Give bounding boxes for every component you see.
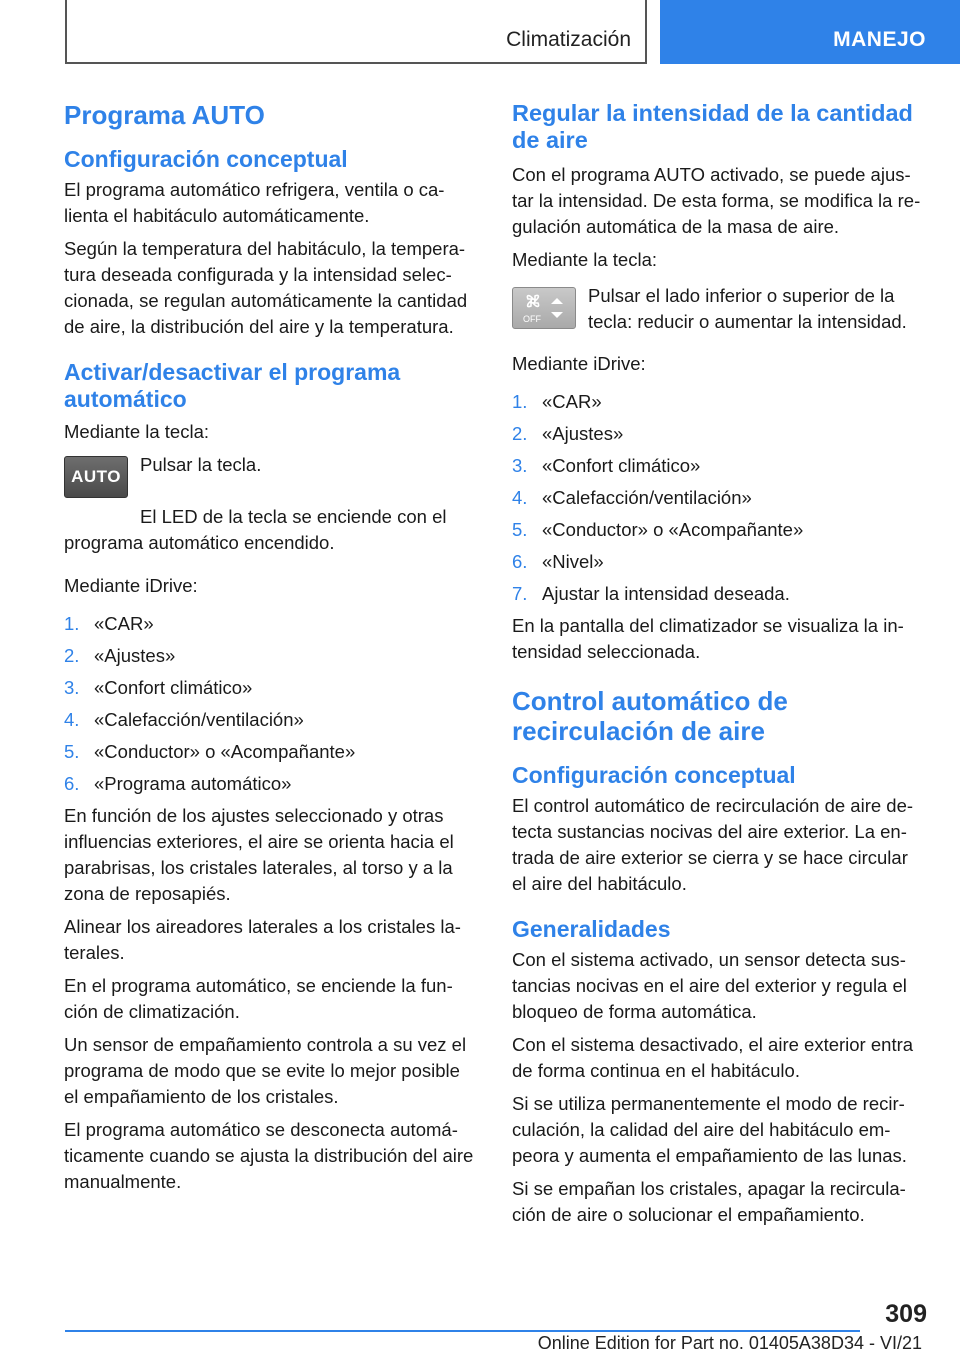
step-text: «Confort climático» (94, 677, 253, 698)
paragraph: En función de los ajustes seleccionado y otras influencias exteriores, el aire se orienta hacia el parabrisas, los cristales laterales, al torso y a la zona de reposapiés. (64, 805, 454, 904)
step-item (512, 549, 924, 575)
paragraph: En el programa automático, se enciende la función de climatización. (64, 975, 453, 1022)
step-number: 5. (512, 519, 528, 540)
spacer (512, 904, 924, 916)
step-number: 6. (64, 773, 80, 794)
spacer (512, 672, 924, 686)
step-number: 4. (512, 487, 528, 508)
paragraph: Si se empañan los cristales, apagar la recirculación de aire o solucionar el empañamiento. (512, 1178, 906, 1225)
step-number: 1. (512, 391, 528, 412)
step-text: «Nivel» (542, 551, 604, 572)
step-item (512, 485, 924, 511)
idrive-intro-text: Mediante iDrive: (512, 353, 646, 374)
chapter-tab-label: MANEJO (833, 28, 926, 51)
step-item (512, 581, 924, 607)
step-item (64, 643, 476, 669)
paragraph: Alinear los aireadores laterales a los cristales laterales. (64, 916, 461, 963)
step-item (64, 771, 476, 797)
fan-icon (513, 288, 575, 328)
footer-rule (65, 1330, 860, 1332)
spacer (64, 563, 476, 573)
key-instruction-text (588, 283, 924, 335)
step-text: Ajustar la intensidad deseada. (542, 583, 790, 604)
step-number: 7. (512, 583, 528, 604)
step-number: 3. (512, 455, 528, 476)
subheading-regular-intensidad: Regular la intensidad de la cantidad de aire (512, 100, 913, 153)
paragraph: El control automático de recirculación de aire detecta sustancias nocivas del aire exterior. La entrada de aire exterior se cierra y se hace circular el aire del habitáculo. (512, 795, 914, 894)
right-column (512, 100, 924, 1235)
key-intro-text: Mediante la tecla: (512, 249, 658, 270)
paragraph: Según la temperatura del habitáculo, la temperatura deseada configurada y la intensidad seleccionada, se regulan automáticamente la cantidad de aire, la distribución del aire y la temperatura. (64, 238, 468, 337)
step-item (512, 517, 924, 543)
heading-programa-auto: Programa AUTO (64, 100, 265, 130)
paragraph: Si se utiliza permanentemente el modo de recirculación, la calidad del aire del habitáculo empeora y aumenta el empañamiento de las lunas. (512, 1093, 907, 1166)
paragraph: Con el programa AUTO activado, se puede ajustar la intensidad. De esta forma, se modifica la regulación automática de la masa de aire. (512, 164, 921, 237)
fan-key-instruction (512, 283, 924, 345)
step-number: 1. (64, 613, 80, 634)
step-number: 3. (64, 677, 80, 698)
step-item (512, 389, 924, 415)
step-item (64, 611, 476, 637)
heading-control-recirculacion: Control automático de recirculación de aire (512, 686, 788, 746)
led-note-text: El LED de la tecla se enciende con el programa automático encendido. (64, 506, 447, 553)
auto-key-instruction (64, 452, 476, 504)
idrive-steps-list (64, 611, 476, 797)
paragraph: Con el sistema desactivado, el aire exterior entra de forma continua en el habitáculo. (512, 1034, 914, 1081)
idrive-steps-list (512, 389, 924, 607)
step-text: «Calefacción/ventilación» (542, 487, 752, 508)
paragraph: Con el sistema activado, un sensor detecta sustancias nocivas en el aire del exterior y regula el bloqueo de forma automática. (512, 949, 907, 1022)
subheading-config-conceptual: Configuración conceptual (64, 146, 348, 172)
step-text: «Calefacción/ventilación» (94, 709, 304, 730)
paragraph: El programa automático se desconecta automáticamente cuando se ajusta la distribución del aire manualmente. (64, 1119, 474, 1192)
page-number: 309 (885, 1300, 927, 1328)
paragraph: Un sensor de empañamiento controla a su vez el programa de modo que se evite lo mejor posible el empañamiento de los cristales. (64, 1034, 467, 1107)
step-number: 6. (512, 551, 528, 572)
paragraph: El programa automático refrigera, ventila o calienta el habitáculo automáticamente. (64, 179, 445, 226)
step-text: «Ajustes» (94, 645, 176, 666)
header-section-box (65, 0, 647, 64)
step-text: «Confort climático» (542, 455, 701, 476)
subheading-activar-desactivar: Activar/desactivar el programa automático (64, 359, 401, 412)
spacer (64, 347, 476, 359)
section-title: Climatización (506, 28, 631, 51)
step-text: «Programa automático» (94, 773, 292, 794)
step-text: «CAR» (542, 391, 602, 412)
step-text: «CAR» (94, 613, 154, 634)
step-text: «Conductor» o «Acompañante» (542, 519, 804, 540)
step-number: 5. (64, 741, 80, 762)
step-number: 4. (64, 709, 80, 730)
key-intro-text: Mediante la tecla: (64, 421, 210, 442)
paragraph: En la pantalla del climatizador se visualiza la intensidad seleccionada. (512, 615, 904, 662)
step-text: «Ajustes» (542, 423, 624, 444)
step-item (64, 739, 476, 765)
subheading-generalidades: Generalidades (512, 916, 671, 942)
step-text: «Conductor» o «Acompañante» (94, 741, 356, 762)
idrive-intro-text: Mediante iDrive: (64, 575, 198, 596)
chapter-tab (660, 0, 960, 64)
step-item (64, 707, 476, 733)
step-item (512, 453, 924, 479)
paragraph: Pulsar la tecla. (140, 454, 262, 475)
paragraph: Pulsar el lado inferior o superior de la tecla: reducir o aumentar la intensidad. (588, 285, 907, 332)
off-label: OFF (523, 314, 541, 324)
left-column (64, 100, 476, 1202)
fan-intensity-key-icon (512, 287, 576, 329)
footer-edition: Online Edition for Part no. 01405A38D34 - VI/21 (537, 1333, 922, 1353)
step-number: 2. (512, 423, 528, 444)
step-number: 2. (64, 645, 80, 666)
step-item (64, 675, 476, 701)
auto-key-icon: AUTO (64, 456, 128, 498)
step-item (512, 421, 924, 447)
key-instruction-text (140, 452, 476, 478)
paragraph (64, 504, 476, 556)
subheading-config-conceptual-2: Configuración conceptual (512, 762, 796, 788)
